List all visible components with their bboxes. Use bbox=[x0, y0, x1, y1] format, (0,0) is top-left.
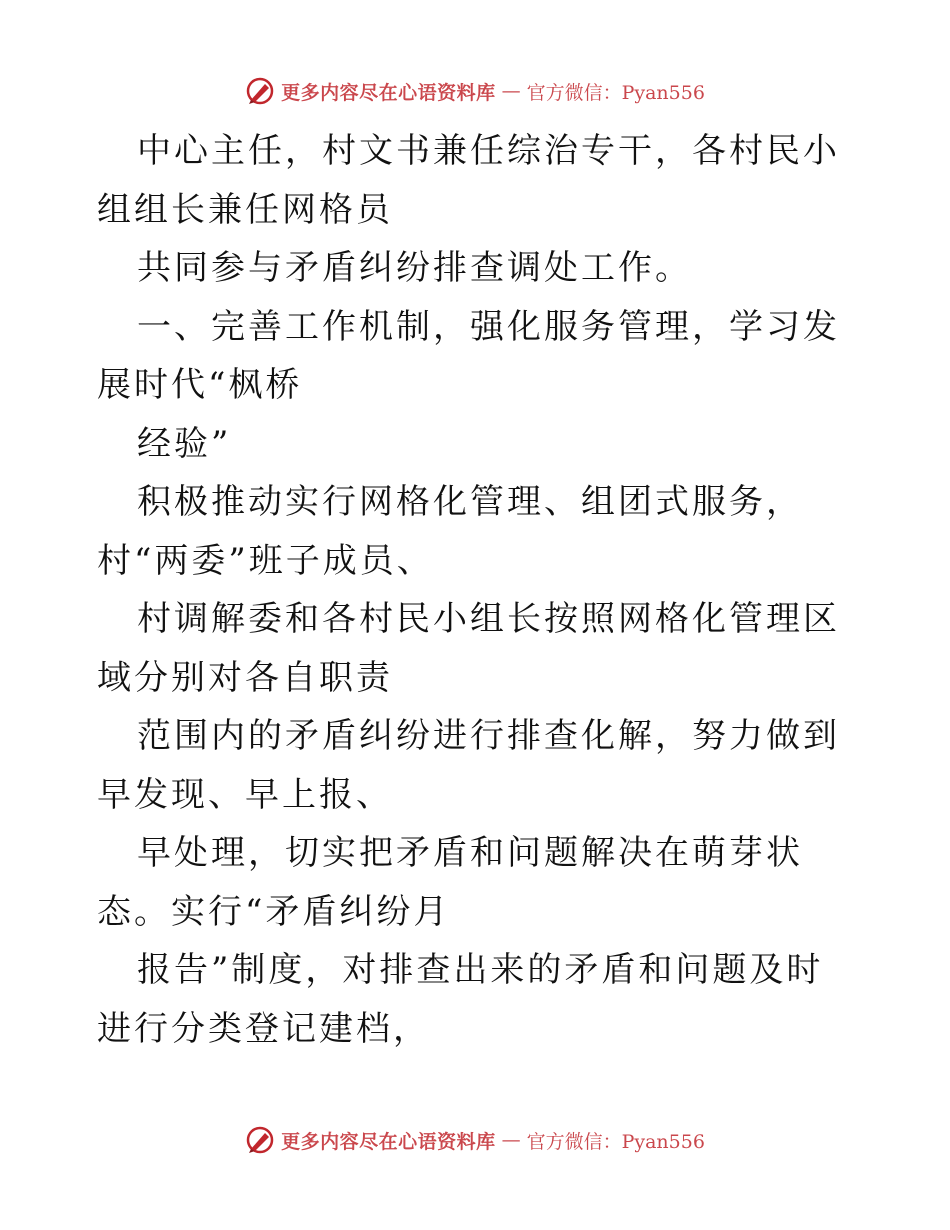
paragraph: 积极推动实行网格化管理、组团式服务，村“两委”班子成员、 bbox=[97, 482, 803, 581]
pen-logo-icon bbox=[245, 76, 275, 106]
banner-wechat: 官方微信：Pyan556 bbox=[526, 1130, 705, 1153]
paragraph: 村调解委和各村民小组长按照网格化管理区域分别对各自职责 bbox=[97, 599, 840, 698]
banner-separator: — bbox=[501, 80, 521, 102]
paragraph: 报告”制度，对排查出来的矛盾和问题及时进行分类登记建档， bbox=[97, 950, 824, 1049]
paragraph: 范围内的矛盾纠纷进行排查化解，努力做到早发现、早上报、 bbox=[97, 716, 840, 815]
paragraph: 经验” bbox=[137, 423, 232, 464]
banner-separator: — bbox=[501, 1129, 521, 1151]
pen-logo-icon bbox=[245, 1125, 275, 1155]
banner-wechat: 官方微信：Pyan556 bbox=[526, 81, 705, 104]
document-body bbox=[97, 122, 857, 1058]
banner-title: 更多内容尽在心语资料库 bbox=[281, 81, 496, 104]
paragraph: 一、完善工作机制，强化服务管理，学习发展时代“枫桥 bbox=[97, 306, 840, 405]
paragraph: 中心主任，村文书兼任综治专干，各村民小组组长兼任网格员 bbox=[97, 131, 840, 230]
footer-banner bbox=[0, 1120, 950, 1160]
banner-title: 更多内容尽在心语资料库 bbox=[281, 1130, 496, 1153]
paragraph: 共同参与矛盾纠纷排查调处工作。 bbox=[137, 248, 692, 288]
header-banner bbox=[0, 71, 950, 111]
paragraph: 早处理，切实把矛盾和问题解决在萌芽状态。实行“矛盾纠纷月 bbox=[97, 833, 803, 932]
